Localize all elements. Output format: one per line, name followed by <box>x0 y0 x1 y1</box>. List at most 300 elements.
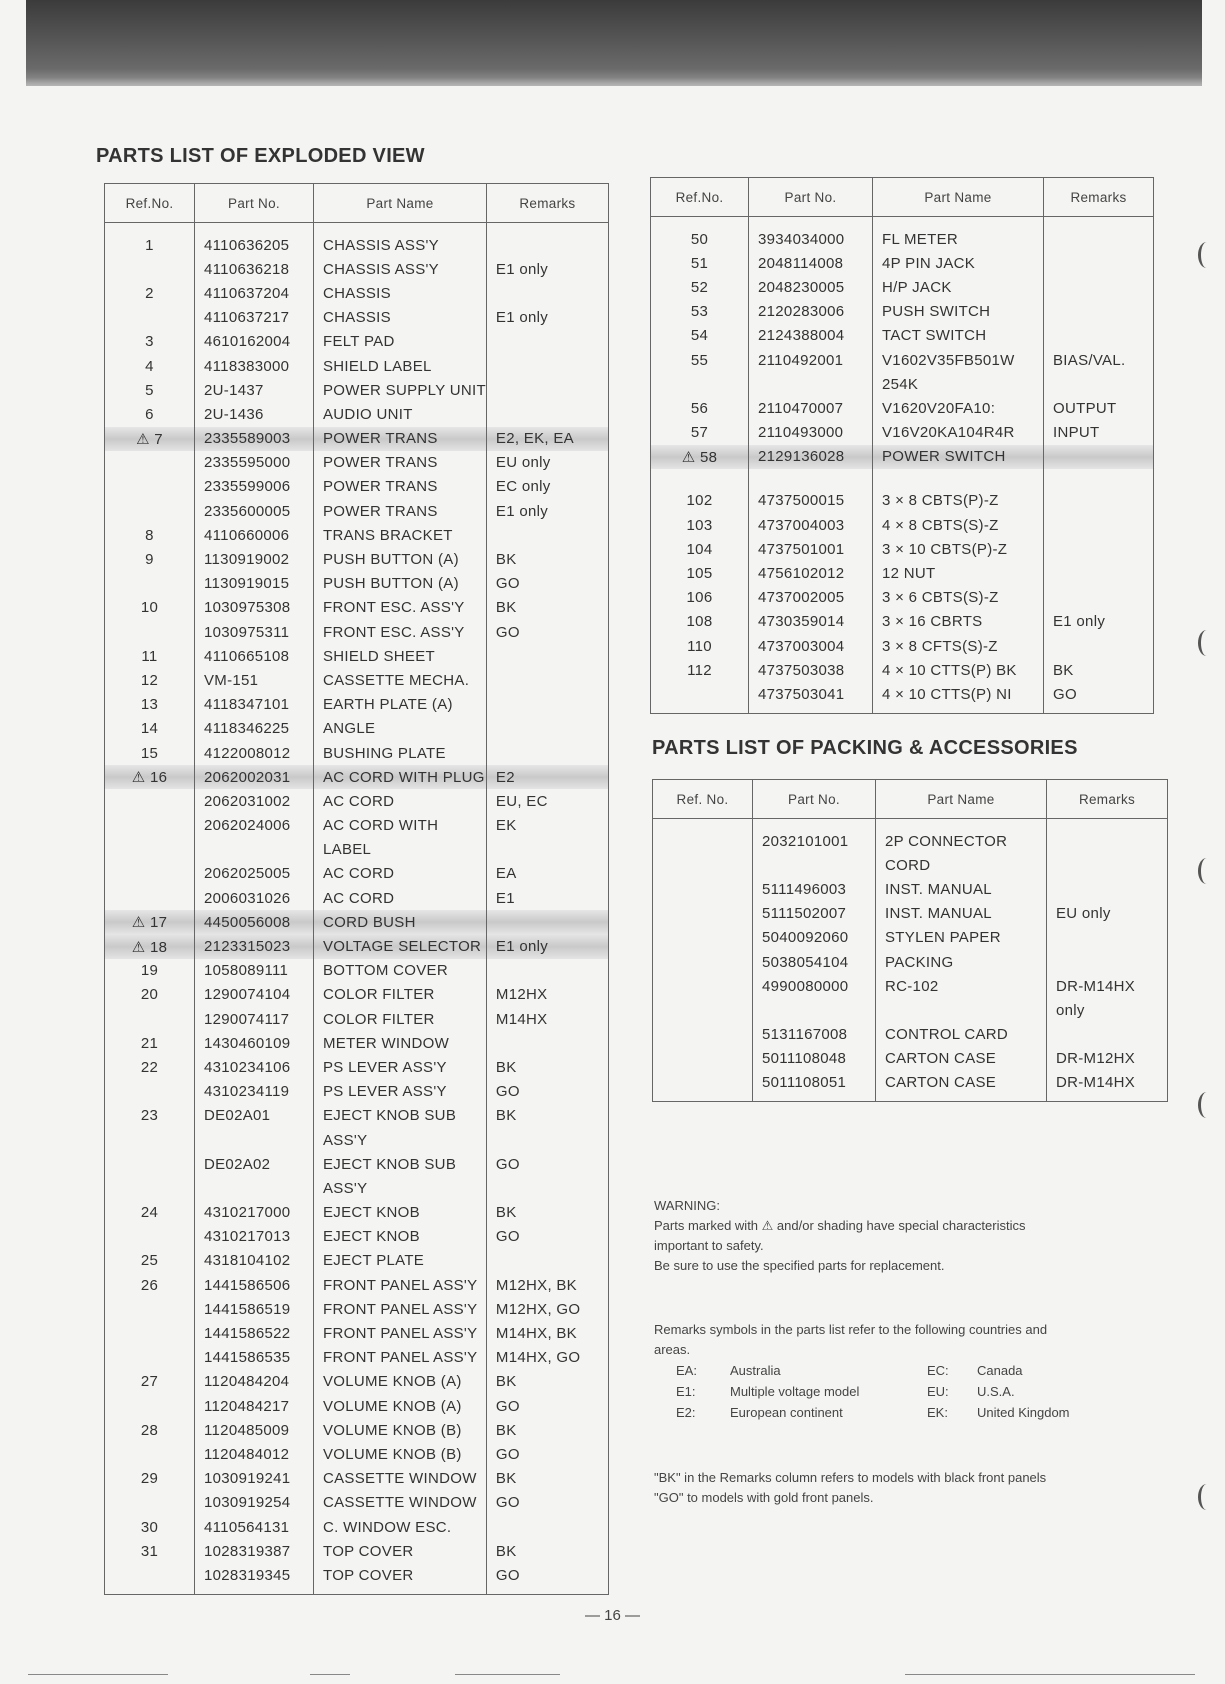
part-name-cell: BUSHING PLATE <box>314 741 487 765</box>
part-name-cell: TRANS BRACKET <box>314 523 487 547</box>
part-no-cell: 2110493000 <box>749 421 873 445</box>
part-no-cell <box>195 1176 314 1200</box>
table-row <box>653 998 1168 1022</box>
part-no-cell: 4990080000 <box>753 974 876 998</box>
table-row <box>105 1176 609 1200</box>
table-row <box>105 223 609 258</box>
part-name-cell: H/P JACK <box>873 275 1044 299</box>
ref-no-cell <box>105 1128 195 1152</box>
ref-no-cell <box>651 372 749 396</box>
ref-no-cell: 4 <box>105 354 195 378</box>
ref-no-cell <box>105 1225 195 1249</box>
table-row <box>105 378 609 402</box>
part-no-cell: 2335595000 <box>195 451 314 475</box>
part-name-cell: POWER TRANS <box>314 475 487 499</box>
table-row <box>105 1297 609 1321</box>
part-no-cell: 4110665108 <box>195 644 314 668</box>
part-name-cell: VOLUME KNOB (B) <box>314 1418 487 1442</box>
ref-no-cell <box>105 1442 195 1466</box>
part-no-cell: 2062031002 <box>195 789 314 813</box>
part-name-cell: CORD <box>876 853 1047 877</box>
remarks-cell: BIAS/VAL. <box>1044 348 1154 372</box>
ref-no-cell <box>105 475 195 499</box>
ref-no-cell <box>105 499 195 523</box>
area-name: United Kingdom <box>977 1405 1070 1420</box>
part-no-cell: 4310217000 <box>195 1201 314 1225</box>
ref-no-cell: 12 <box>105 668 195 692</box>
ref-no-cell: 57 <box>651 421 749 445</box>
part-no-cell: 5111496003 <box>753 877 876 901</box>
part-no-cell: 1030919254 <box>195 1491 314 1515</box>
ref-no-cell <box>105 257 195 281</box>
table-row <box>651 658 1154 682</box>
remarks-cell <box>486 693 608 717</box>
part-no-cell: 4737503041 <box>749 682 873 713</box>
remarks-cell <box>1047 877 1168 901</box>
ref-no-cell: 23 <box>105 1104 195 1128</box>
remarks-cell <box>1044 217 1154 252</box>
ref-no-cell <box>653 974 753 998</box>
part-name-cell: V16V20KA104R4R <box>873 421 1044 445</box>
part-no-cell: 2062025005 <box>195 862 314 886</box>
part-name-cell <box>873 469 1044 489</box>
table-row <box>651 634 1154 658</box>
part-no-cell <box>195 1128 314 1152</box>
part-no-cell: 2062002031 <box>195 765 314 789</box>
table-row <box>105 765 609 789</box>
table-body <box>105 223 609 1595</box>
area-name: U.S.A. <box>977 1384 1015 1399</box>
ref-no-cell <box>651 469 749 489</box>
ref-no-cell: 24 <box>105 1201 195 1225</box>
ref-no-cell <box>105 789 195 813</box>
area-name: European continent <box>730 1405 843 1420</box>
ref-no-cell: 55 <box>651 348 749 372</box>
remarks-cell <box>1047 926 1168 950</box>
part-no-cell <box>753 998 876 1022</box>
ref-no-cell <box>653 950 753 974</box>
remarks-cell: E2, EK, EA <box>486 427 608 451</box>
table-row <box>105 596 609 620</box>
part-no-cell: 3934034000 <box>749 217 873 252</box>
part-name-cell: FL METER <box>873 217 1044 252</box>
remarks-cell <box>1047 853 1168 877</box>
table-row <box>651 217 1154 252</box>
remarks-header: Remarks <box>1047 780 1168 819</box>
remarks-cell: GO <box>486 1442 608 1466</box>
remarks-cell: M14HX <box>486 1007 608 1031</box>
exploded-parts-table-left <box>104 183 609 1595</box>
remarks-cell: E1 only <box>486 934 608 958</box>
remarks-cell: E2 <box>486 765 608 789</box>
part-name-cell: 4P PIN JACK <box>873 251 1044 275</box>
part-no-cell: 2110492001 <box>749 348 873 372</box>
ref-no-cell: 6 <box>105 402 195 426</box>
remarks-cell: EA <box>486 862 608 886</box>
ref-no-cell <box>105 1152 195 1176</box>
remarks-cell <box>486 330 608 354</box>
table-row <box>651 421 1154 445</box>
ref-no-cell <box>105 1007 195 1031</box>
remarks-cell: BK <box>486 596 608 620</box>
part-no-cell: 1290074104 <box>195 983 314 1007</box>
table-row <box>105 572 609 596</box>
ref-no-cell: ⚠ 17 <box>105 910 195 934</box>
table-row <box>651 610 1154 634</box>
part-name-cell: BOTTOM COVER <box>314 959 487 983</box>
remarks-cell: EU, EC <box>486 789 608 813</box>
part-name-cell: TACT SWITCH <box>873 324 1044 348</box>
warning-line: important to safety. <box>654 1238 764 1253</box>
remarks-cell: EU only <box>486 451 608 475</box>
remarks-cell: EU only <box>1047 902 1168 926</box>
part-name-cell <box>876 998 1047 1022</box>
part-name-cell: FRONT ESC. ASS'Y <box>314 596 487 620</box>
ref-no-cell: 14 <box>105 717 195 741</box>
table-row <box>651 445 1154 469</box>
remarks-cell <box>486 354 608 378</box>
part-name-cell: VOLUME KNOB (B) <box>314 1442 487 1466</box>
ref-no-cell <box>653 926 753 950</box>
ref-no-cell: 22 <box>105 1055 195 1079</box>
ref-no-cell: 29 <box>105 1467 195 1491</box>
remarks-cell: GO <box>486 620 608 644</box>
table-row <box>651 586 1154 610</box>
ref-no-cell: 13 <box>105 693 195 717</box>
remarks-cell: BK <box>486 1418 608 1442</box>
warning-line: Be sure to use the specified parts for replacement. <box>654 1258 945 1273</box>
part-name-cell: AC CORD <box>314 789 487 813</box>
part-name-cell: POWER TRANS <box>314 427 487 451</box>
remarks-cell <box>486 910 608 934</box>
exploded-view-title: PARTS LIST OF EXPLODED VIEW <box>96 145 425 167</box>
remarks-cell <box>1044 489 1154 513</box>
part-no-cell: 1030919241 <box>195 1467 314 1491</box>
table-row <box>651 489 1154 513</box>
part-no-cell: 4122008012 <box>195 741 314 765</box>
part-name-cell: FRONT PANEL ASS'Y <box>314 1273 487 1297</box>
part-name-cell: CHASSIS <box>314 281 487 305</box>
part-name-cell: 3 × 16 CBRTS <box>873 610 1044 634</box>
table-row <box>105 402 609 426</box>
remarks-intro-line: Remarks symbols in the parts list refer to the following countries and <box>654 1322 1048 1337</box>
part-no-cell: 2335599006 <box>195 475 314 499</box>
remarks-cell: M12HX, BK <box>486 1273 608 1297</box>
part-no-cell: VM-151 <box>195 668 314 692</box>
part-name-cell: FRONT ESC. ASS'Y <box>314 620 487 644</box>
remarks-cell <box>486 959 608 983</box>
remarks-cell: E1 only <box>1044 610 1154 634</box>
part-name-cell: TOP COVER <box>314 1563 487 1594</box>
part-name-cell: COLOR FILTER <box>314 983 487 1007</box>
part-no-cell: 4118346225 <box>195 717 314 741</box>
part-no-cell: 4118347101 <box>195 693 314 717</box>
ref-no-cell: ⚠ 7 <box>105 427 195 451</box>
binding-hole-mark <box>1198 1484 1215 1510</box>
part-name-cell: FRONT PANEL ASS'Y <box>314 1321 487 1345</box>
remarks-cell <box>486 523 608 547</box>
part-no-cell <box>749 372 873 396</box>
remarks-cell: only <box>1047 998 1168 1022</box>
ref-header: Ref.No. <box>651 178 749 217</box>
part-name-cell: PS LEVER ASS'Y <box>314 1055 487 1079</box>
part-no-cell: 5040092060 <box>753 926 876 950</box>
remarks-cell: DR-M14HX <box>1047 1071 1168 1102</box>
remarks-cell <box>1044 513 1154 537</box>
part-no-cell: 1120484012 <box>195 1442 314 1466</box>
ref-no-cell: 103 <box>651 513 749 537</box>
table-row <box>653 902 1168 926</box>
part-name-cell: CHASSIS ASS'Y <box>314 257 487 281</box>
ref-no-cell <box>105 838 195 862</box>
warning-line: Parts marked with ⚠ and/or shading have special characteristics <box>654 1218 1026 1233</box>
part-name-cell: VOLUME KNOB (A) <box>314 1370 487 1394</box>
ref-no-cell: ⚠ 58 <box>651 445 749 469</box>
bk-go-note <box>654 1468 1046 1508</box>
ref-no-cell: 51 <box>651 251 749 275</box>
part-name-cell: FELT PAD <box>314 330 487 354</box>
part-name-cell: VOLTAGE SELECTOR <box>314 934 487 958</box>
table-row <box>105 1418 609 1442</box>
remarks-cell <box>486 668 608 692</box>
table-row <box>105 983 609 1007</box>
table-row <box>105 1080 609 1104</box>
ref-no-cell: 2 <box>105 281 195 305</box>
part-no-cell: 1120484204 <box>195 1370 314 1394</box>
table-row <box>105 1128 609 1152</box>
part-no-cell: 4110636218 <box>195 257 314 281</box>
table-row <box>105 330 609 354</box>
part-name-cell: FRONT PANEL ASS'Y <box>314 1346 487 1370</box>
table-row <box>651 561 1154 585</box>
table-row <box>105 789 609 813</box>
part-no-cell: 2U-1436 <box>195 402 314 426</box>
remarks-cell: M14HX, BK <box>486 1321 608 1345</box>
remarks-cell <box>1044 324 1154 348</box>
part-name-cell: ASS'Y <box>314 1176 487 1200</box>
ref-no-cell: 54 <box>651 324 749 348</box>
ref-no-cell: 28 <box>105 1418 195 1442</box>
part-name-cell: POWER TRANS <box>314 451 487 475</box>
remarks-cell: GO <box>486 1394 608 1418</box>
warning-title: WARNING: <box>654 1198 720 1213</box>
table-row <box>653 819 1168 854</box>
part-name-cell: EJECT KNOB <box>314 1201 487 1225</box>
table-row <box>105 257 609 281</box>
area-code: EC: <box>927 1363 949 1378</box>
part-no-cell: 4110636205 <box>195 223 314 258</box>
table-row <box>105 1007 609 1031</box>
table-row <box>653 1023 1168 1047</box>
ref-no-cell: 9 <box>105 547 195 571</box>
part-name-cell: C. WINDOW ESC. <box>314 1515 487 1539</box>
part-name-cell: 4 × 8 CBTS(S)-Z <box>873 513 1044 537</box>
remarks-cell: E1 <box>486 886 608 910</box>
table-row <box>105 644 609 668</box>
ref-no-cell: 26 <box>105 1273 195 1297</box>
table-row <box>651 372 1154 396</box>
remarks-cell: M12HX <box>486 983 608 1007</box>
part-name-cell: AC CORD <box>314 886 487 910</box>
part-name-cell: SHIELD LABEL <box>314 354 487 378</box>
table-row <box>105 1563 609 1594</box>
table-row <box>105 475 609 499</box>
table-row <box>651 300 1154 324</box>
ref-no-cell: 104 <box>651 537 749 561</box>
binding-hole-mark <box>1198 1092 1215 1118</box>
area-name: Multiple voltage model <box>730 1384 860 1399</box>
remarks-cell <box>1047 819 1168 854</box>
remarks-cell <box>486 1128 608 1152</box>
part-no-cell: 5011108048 <box>753 1047 876 1071</box>
part-no-cell: 5038054104 <box>753 950 876 974</box>
area-legend <box>676 1360 1107 1423</box>
area-name: Canada <box>977 1363 1023 1378</box>
part-name-cell: METER WINDOW <box>314 1031 487 1055</box>
remarks-cell: DR-M12HX <box>1047 1047 1168 1071</box>
part-name-cell: CASSETTE WINDOW <box>314 1467 487 1491</box>
part-name-cell: ANGLE <box>314 717 487 741</box>
remarks-cell <box>486 402 608 426</box>
table-row <box>105 814 609 838</box>
remarks-cell: GO <box>486 1491 608 1515</box>
part-name-cell: AUDIO UNIT <box>314 402 487 426</box>
table-row <box>105 499 609 523</box>
table-row <box>105 959 609 983</box>
table-row <box>651 251 1154 275</box>
table-row <box>105 1152 609 1176</box>
ref-no-cell <box>105 886 195 910</box>
ref-header: Ref. No. <box>653 780 753 819</box>
part-name-cell: INST. MANUAL <box>876 877 1047 901</box>
remarks-cell: M14HX, GO <box>486 1346 608 1370</box>
part-name-cell: POWER SWITCH <box>873 445 1044 469</box>
part-no-cell: 4756102012 <box>749 561 873 585</box>
ref-no-cell: 106 <box>651 586 749 610</box>
ref-no-cell: 11 <box>105 644 195 668</box>
part-name-cell: EARTH PLATE (A) <box>314 693 487 717</box>
legend-row <box>676 1360 1107 1381</box>
remarks-cell: M12HX, GO <box>486 1297 608 1321</box>
table-row <box>105 451 609 475</box>
remarks-cell <box>1044 300 1154 324</box>
table-header-row <box>653 780 1168 819</box>
part-name-cell: EJECT KNOB <box>314 1225 487 1249</box>
part-name-cell: POWER TRANS <box>314 499 487 523</box>
table-row <box>651 324 1154 348</box>
part-name-cell: 3 × 6 CBTS(S)-Z <box>873 586 1044 610</box>
page-number: — 16 — <box>584 1607 641 1624</box>
part-name-cell: RC-102 <box>876 974 1047 998</box>
remarks-cell: BK <box>486 1055 608 1079</box>
part-no-cell: 4730359014 <box>749 610 873 634</box>
table-body <box>653 819 1168 1102</box>
ref-no-cell: 25 <box>105 1249 195 1273</box>
part-no-cell: 1030975311 <box>195 620 314 644</box>
part-no-cell: 4610162004 <box>195 330 314 354</box>
table-row <box>105 1467 609 1491</box>
remarks-cell: EC only <box>486 475 608 499</box>
part-no-cell: 1290074117 <box>195 1007 314 1031</box>
part-name-cell: 12 NUT <box>873 561 1044 585</box>
table-row <box>653 926 1168 950</box>
table-row <box>105 838 609 862</box>
ref-no-cell: 110 <box>651 634 749 658</box>
part-no-cell: 4737003004 <box>749 634 873 658</box>
legend-row <box>676 1381 1107 1402</box>
part-no-header: Part No. <box>195 184 314 223</box>
table-row <box>105 1321 609 1345</box>
remarks-cell <box>1044 445 1154 469</box>
part-name-cell: TOP COVER <box>314 1539 487 1563</box>
ref-no-cell <box>653 1047 753 1071</box>
bottom-edge-line <box>905 1674 1195 1675</box>
remarks-cell <box>486 281 608 305</box>
remarks-cell <box>486 1249 608 1273</box>
part-name-cell: CORD BUSH <box>314 910 487 934</box>
part-name-cell: FRONT PANEL ASS'Y <box>314 1297 487 1321</box>
table-row <box>105 1273 609 1297</box>
table-row <box>651 348 1154 372</box>
ref-no-cell: 21 <box>105 1031 195 1055</box>
warning-note <box>654 1196 1026 1276</box>
remarks-cell: GO <box>486 1225 608 1249</box>
part-name-cell: EJECT KNOB SUB <box>314 1104 487 1128</box>
part-no-cell <box>195 838 314 862</box>
part-name-cell: CHASSIS ASS'Y <box>314 223 487 258</box>
part-no-cell <box>753 853 876 877</box>
part-name-cell: CASSETTE MECHA. <box>314 668 487 692</box>
remarks-cell <box>486 223 608 258</box>
ref-no-cell: 8 <box>105 523 195 547</box>
table-row <box>105 427 609 451</box>
table-row <box>105 910 609 934</box>
part-name-cell: SHIELD SHEET <box>314 644 487 668</box>
part-no-cell: 1441586506 <box>195 1273 314 1297</box>
ref-no-cell: 108 <box>651 610 749 634</box>
ref-no-cell: 31 <box>105 1539 195 1563</box>
table-row <box>105 306 609 330</box>
bottom-edge-line <box>310 1674 350 1675</box>
part-no-cell: 2110470007 <box>749 396 873 420</box>
ref-no-cell: 53 <box>651 300 749 324</box>
remarks-cell <box>1044 251 1154 275</box>
table-row <box>653 950 1168 974</box>
part-name-header: Part Name <box>873 178 1044 217</box>
part-no-cell: 1120485009 <box>195 1418 314 1442</box>
part-name-cell: LABEL <box>314 838 487 862</box>
remarks-cell: INPUT <box>1044 421 1154 445</box>
part-name-cell: 4 × 10 CTTS(P) BK <box>873 658 1044 682</box>
remarks-header: Remarks <box>486 184 608 223</box>
remarks-cell <box>1044 275 1154 299</box>
ref-no-cell: 50 <box>651 217 749 252</box>
table-row <box>651 396 1154 420</box>
part-no-cell: 1441586519 <box>195 1297 314 1321</box>
table-body <box>651 217 1154 714</box>
part-no-cell: 5131167008 <box>753 1023 876 1047</box>
table-row <box>105 1442 609 1466</box>
part-no-cell: 2006031026 <box>195 886 314 910</box>
ref-no-cell: 27 <box>105 1370 195 1394</box>
remarks-cell: BK <box>486 1539 608 1563</box>
ref-no-cell <box>653 998 753 1022</box>
remarks-cell <box>1044 372 1154 396</box>
part-name-cell: EJECT PLATE <box>314 1249 487 1273</box>
part-no-cell: 1441586522 <box>195 1321 314 1345</box>
remarks-intro <box>654 1320 1047 1360</box>
ref-no-cell: 15 <box>105 741 195 765</box>
